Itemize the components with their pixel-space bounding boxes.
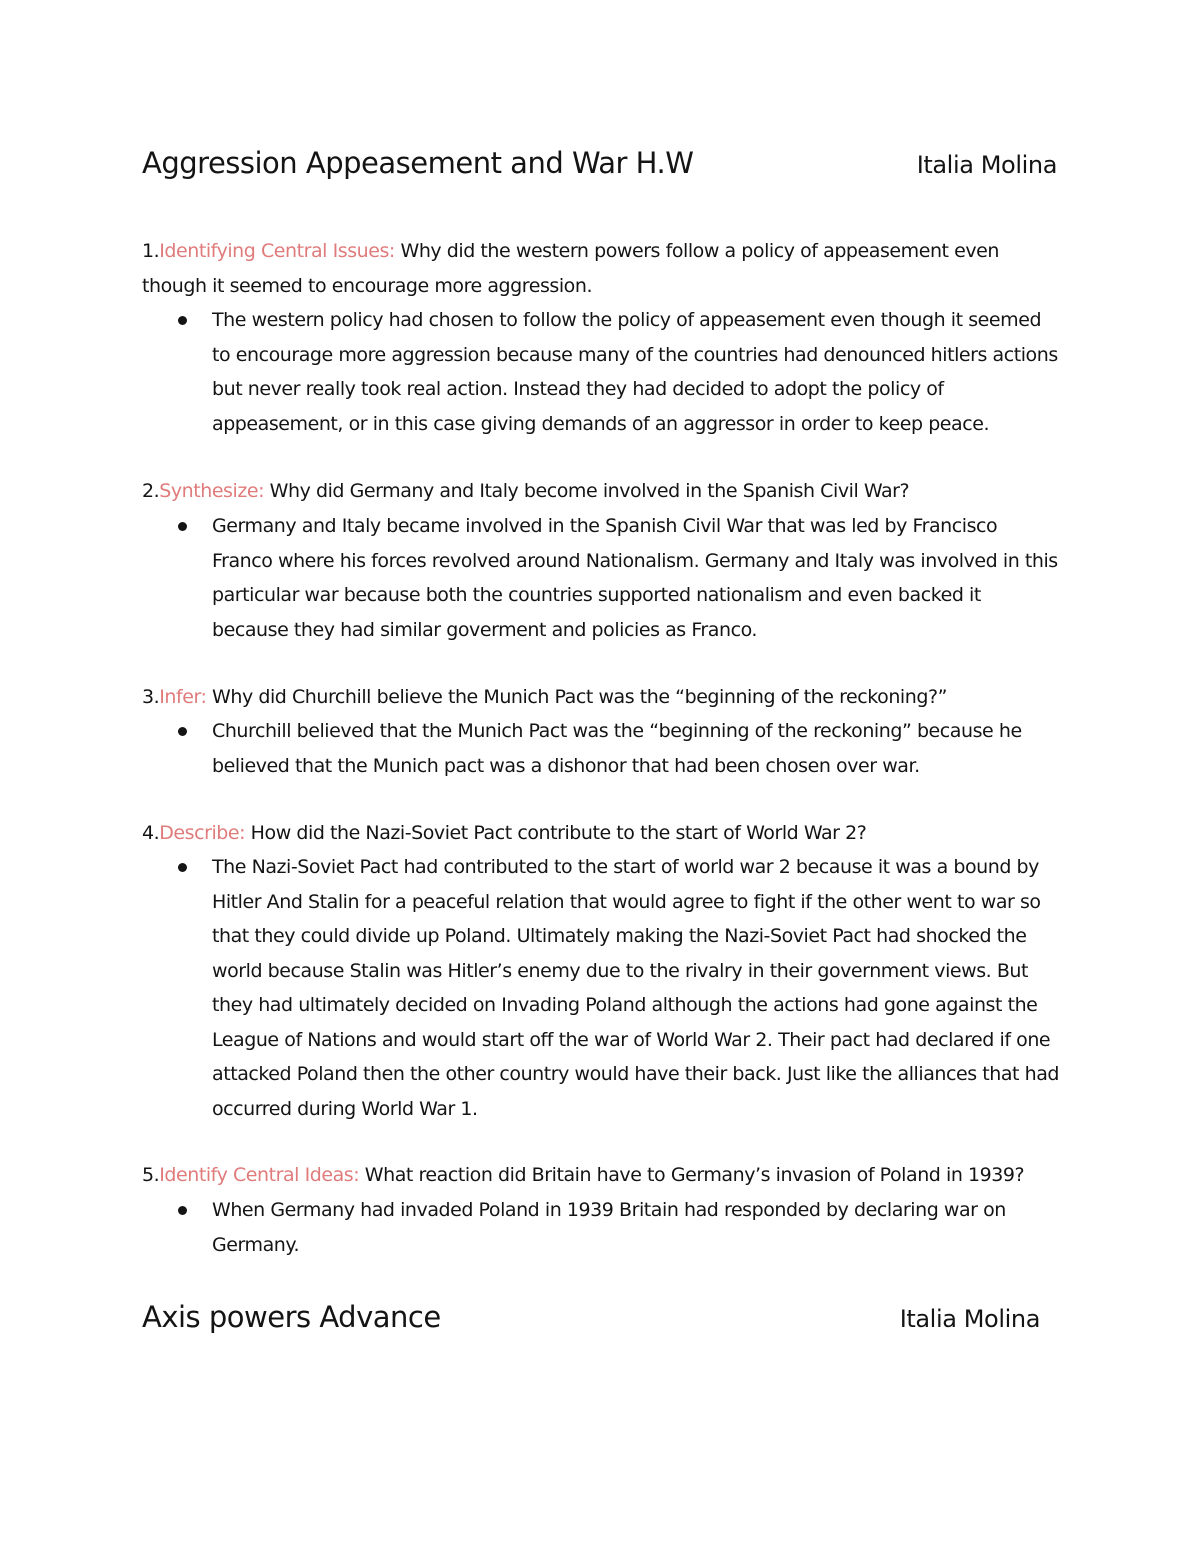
question-1 xyxy=(142,234,1062,303)
question-number: 4. xyxy=(142,822,160,844)
title-row xyxy=(142,146,1057,180)
answer-text: Churchill believed that the Munich Pact was the “beginning of the reckoning” because he believed that the Munich pact was a dishonor that had been chosen over war. xyxy=(212,720,1022,777)
answer-text: When Germany had invaded Poland in 1939 Britain had responded by declaring war on Germany. xyxy=(212,1199,1006,1256)
question-skill-label: Identifying Central Issues: xyxy=(159,240,395,262)
question-prompt: How did the Nazi-Soviet Pact contribute to the start of World War 2? xyxy=(245,822,867,844)
question-prompt: Why did Churchill believe the Munich Pact was the “beginning of the reckoning?” xyxy=(206,686,947,708)
question-number: 1. xyxy=(142,240,160,262)
answer-5 xyxy=(212,1193,1062,1262)
bullet-icon xyxy=(178,727,187,736)
question-skill-label: Infer: xyxy=(159,686,207,708)
question-number: 5. xyxy=(142,1164,160,1186)
next-section-title-row xyxy=(142,1300,1040,1334)
question-skill-label: Identify Central Ideas: xyxy=(159,1164,360,1186)
document-title: Aggression Appeasement and War H.W xyxy=(142,146,694,180)
answer-text: Germany and Italy became involved in the Spanish Civil War that was led by Francisco Franco where his forces revolved around Nationalism. Germany and Italy was involved in this particular war because both the countries supported nationalism and even backed it because they had similar goverment and policies as Franco. xyxy=(212,515,1058,641)
answer-4 xyxy=(212,850,1062,1126)
next-section-title: Axis powers Advance xyxy=(142,1300,441,1334)
author-name: Italia Molina xyxy=(916,151,1057,179)
answer-2 xyxy=(212,509,1062,647)
answer-text: The western policy had chosen to follow the policy of appeasement even though it seemed to encourage more aggression because many of the countries had denounced hitlers actions but never really took real action. Instead they had decided to adopt the policy of appeasement, or in this case giving demands of an aggressor in order to keep peace. xyxy=(212,309,1058,435)
answer-1 xyxy=(212,303,1062,441)
bullet-icon xyxy=(178,522,187,531)
question-4 xyxy=(142,816,1062,851)
question-2 xyxy=(142,474,1062,509)
question-prompt: Why did Germany and Italy become involved in the Spanish Civil War? xyxy=(264,480,910,502)
question-prompt: What reaction did Britain have to Germany’s invasion of Poland in 1939? xyxy=(359,1164,1025,1186)
bullet-icon xyxy=(178,863,187,872)
question-skill-label: Synthesize: xyxy=(159,480,265,502)
bullet-icon xyxy=(178,1206,187,1215)
question-5 xyxy=(142,1158,1062,1193)
question-number: 3. xyxy=(142,686,160,708)
answer-3 xyxy=(212,714,1062,783)
question-prompt: Why did the western powers follow a policy of appeasement even though it seemed to encourage more aggression. xyxy=(142,240,1000,297)
next-section-author: Italia Molina xyxy=(899,1305,1040,1333)
answer-text: The Nazi-Soviet Pact had contributed to the start of world war 2 because it was a bound by Hitler And Stalin for a peaceful relation that would agree to fight if the other went to war so that they could divide up Poland. Ultimately making the Nazi-Soviet Pact had shocked the world because Stalin was Hitler’s enemy due to the rivalry in their government views. But they had ultimately decided on Invading Poland although the actions had gone against the League of Nations and would start off the war of World War 2. Their pact had declared if one attacked Poland then the other country would have their back. Just like the alliances that had occurred during World War 1. xyxy=(212,856,1060,1120)
bullet-icon xyxy=(178,316,187,325)
question-3 xyxy=(142,680,1062,715)
question-number: 2. xyxy=(142,480,160,502)
question-skill-label: Describe: xyxy=(159,822,246,844)
